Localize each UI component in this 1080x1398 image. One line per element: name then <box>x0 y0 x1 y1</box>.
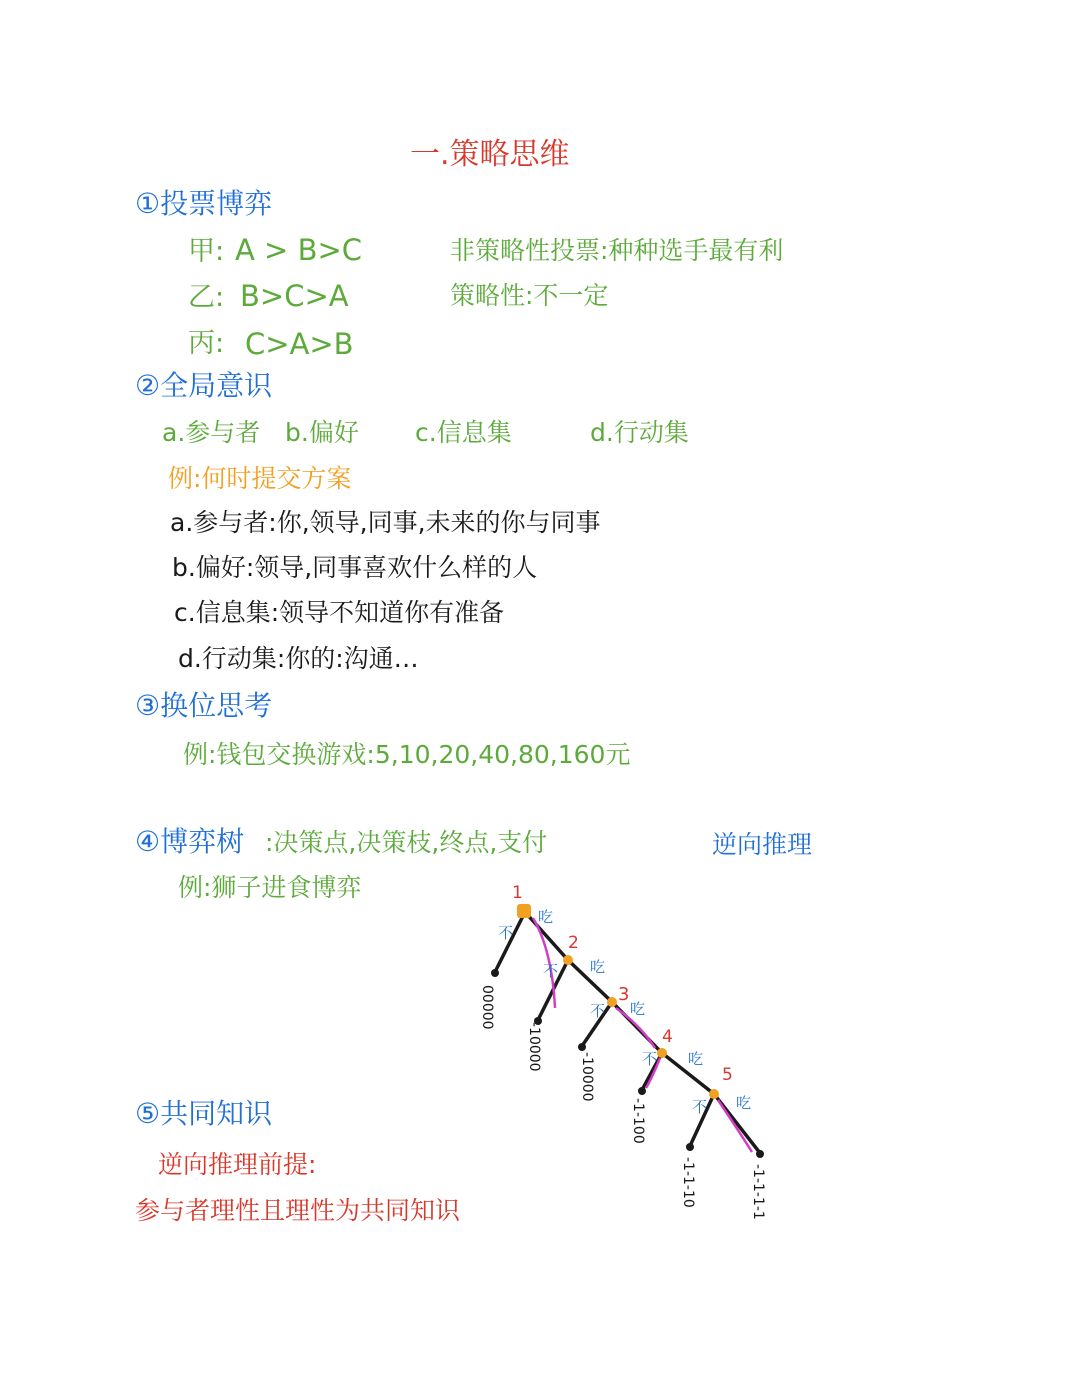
voter-yi-preference: B>C>A <box>240 279 349 313</box>
payoff-4: -1-100 <box>630 1098 646 1144</box>
lion-game-example: 例:狮子进食博弈 <box>178 873 362 902</box>
backward-induction-premise: 逆向推理前提: <box>158 1150 317 1179</box>
section2-heading: ②全局意识 <box>135 369 273 402</box>
payoff-6: -1-1-1-1 <box>750 1164 766 1220</box>
common-knowledge-statement: 参与者理性且理性为共同知识 <box>135 1196 461 1225</box>
detail-participants: a.参与者:你,领导,同事,未来的你与同事 <box>170 508 601 537</box>
decision-node-5 <box>709 1089 719 1099</box>
non-strategic-note: 非策略性投票:种种选手最有利 <box>450 236 784 265</box>
terminal-node-3 <box>578 1043 586 1051</box>
backward-induction-note: 逆向推理 <box>712 830 813 859</box>
payoff-2: -10000 <box>526 1022 542 1072</box>
node-number-5: 5 <box>722 1065 733 1085</box>
page-title: 一.策略思维 <box>410 137 570 172</box>
label-not-eat-1: 不 <box>498 924 514 942</box>
label-eat-4: 吃 <box>688 1050 704 1068</box>
voter-bing-preference: C>A>B <box>245 327 354 361</box>
node-number-2: 2 <box>568 933 579 953</box>
label-eat-1: 吃 <box>538 908 554 926</box>
element-participants: a.参与者 <box>162 418 261 447</box>
voter-jia-preference: A > B>C <box>235 233 363 267</box>
node-number-3: 3 <box>618 984 630 1005</box>
label-eat-3: 吃 <box>630 1000 646 1018</box>
section3-heading: ③换位思考 <box>135 689 273 722</box>
element-preferences: b.偏好 <box>285 418 359 447</box>
wallet-game-example: 例:钱包交换游戏:5,10,20,40,80,160元 <box>183 740 631 769</box>
decision-node-2 <box>563 955 573 965</box>
label-eat-2: 吃 <box>590 958 606 976</box>
node-number-1: 1 <box>512 883 523 903</box>
element-information-set: c.信息集 <box>415 418 512 447</box>
decision-node-4 <box>657 1048 667 1058</box>
label-not-eat-2: 不 <box>543 962 559 980</box>
section5-heading: ⑤共同知识 <box>135 1097 273 1130</box>
voter-bing-label: 丙: <box>188 328 225 359</box>
payoff-3: -10000 <box>579 1052 595 1102</box>
voter-jia-label: 甲: <box>188 236 225 267</box>
section4-heading: ④博弈树 <box>135 825 245 858</box>
label-not-eat-3: 不 <box>590 1002 606 1020</box>
game-tree-terms: :决策点,决策枝,终点,支付 <box>265 828 548 857</box>
section1-heading: ①投票博弈 <box>135 187 273 220</box>
node-number-4: 4 <box>662 1027 673 1047</box>
payoff-5: -1-1-10 <box>680 1157 696 1208</box>
terminal-node-5 <box>686 1143 694 1151</box>
detail-preferences: b.偏好:领导,同事喜欢什么样的人 <box>172 553 538 582</box>
voter-yi-label: 乙: <box>188 282 225 313</box>
branch-node1-not-eat <box>495 912 525 972</box>
decision-node-1 <box>517 904 531 918</box>
payoff-1: 00000 <box>479 985 495 1030</box>
detail-information-set: c.信息集:领导不知道你有准备 <box>174 598 505 627</box>
element-action-set: d.行动集 <box>590 418 689 447</box>
example-title: 例:何时提交方案 <box>168 464 352 493</box>
detail-action-set: d.行动集:你的:沟通… <box>178 644 419 673</box>
terminal-node-4 <box>638 1087 646 1095</box>
label-not-eat-5: 不 <box>692 1098 708 1116</box>
strategic-note: 策略性:不一定 <box>450 281 609 310</box>
label-eat-5: 吃 <box>736 1094 752 1112</box>
terminal-node-1 <box>491 969 499 977</box>
label-not-eat-4: 不 <box>642 1050 658 1068</box>
decision-node-3 <box>607 997 617 1007</box>
terminal-node-6 <box>756 1150 764 1158</box>
